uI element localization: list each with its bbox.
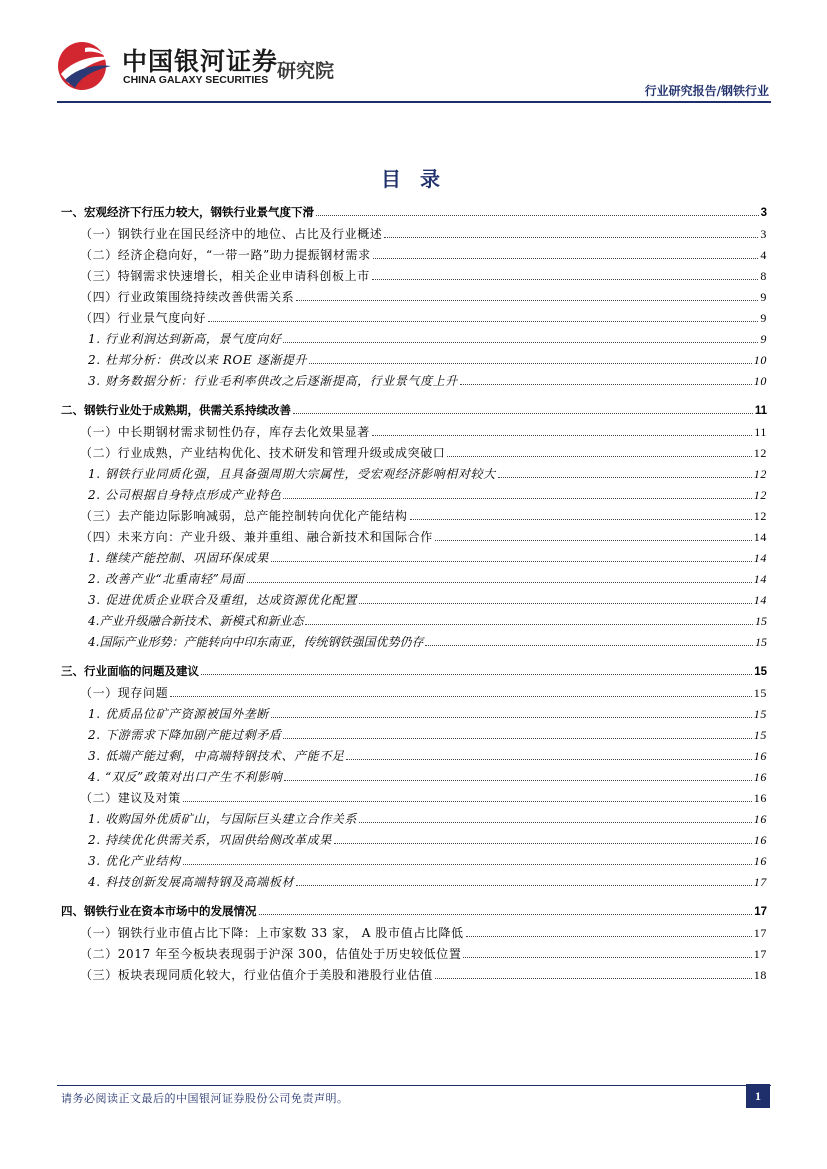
toc-entry-page: 8 xyxy=(760,269,767,283)
toc-entry-page: 14 xyxy=(753,593,767,607)
toc-entry-page: 15 xyxy=(755,614,767,628)
toc-entry-title: （二）2017 年至今板块表现弱于沪深 300，估值处于历史较低位置 xyxy=(80,947,462,961)
toc-leader-dots xyxy=(284,780,751,781)
toc-entry-page: 16 xyxy=(753,749,767,763)
toc-entry-title: 4.产业升级融合新技术、新模式和新业态 xyxy=(88,614,304,628)
toc-leader-dots xyxy=(316,215,759,216)
toc-entry[interactable] xyxy=(61,204,767,225)
toc-entry-title: 4. “双反”政策对出口产生不利影响 xyxy=(88,770,283,784)
toc-entry-page: 17 xyxy=(753,926,767,940)
toc-entry-title: （四）未来方向：产业升级、兼并重组、融合新技术和国际合作 xyxy=(80,530,433,544)
toc-leader-dots xyxy=(305,624,753,625)
toc-leader-dots xyxy=(183,801,752,802)
toc-entry-page: 17 xyxy=(753,947,767,961)
toc-entry[interactable] xyxy=(61,372,767,393)
toc-entry[interactable] xyxy=(61,570,767,591)
toc-entry[interactable] xyxy=(61,330,767,351)
page-header xyxy=(0,0,827,106)
toc-entry-title: 四、钢铁行业在资本市场中的发展情况 xyxy=(61,904,257,918)
toc-entry-title: （一）钢铁行业市值占比下降：上市家数 33 家， A 股市值占比降低 xyxy=(80,926,464,940)
toc-entry-title: （四）行业景气度向好 xyxy=(80,311,207,325)
toc-entry-title: （一）中长期钢材需求韧性仍存，库存去化效果显著 xyxy=(80,425,370,439)
toc-entry-page: 15 xyxy=(755,635,767,649)
toc-entry-title: 2. 下游需求下降加剧产能过剩矛盾 xyxy=(88,728,282,742)
toc-entry-page: 4 xyxy=(760,248,767,262)
toc-leader-dots xyxy=(183,864,752,865)
toc-entry-page: 12 xyxy=(753,467,767,481)
toc-leader-dots xyxy=(466,936,752,937)
toc-entry[interactable] xyxy=(61,309,767,330)
header-divider xyxy=(57,101,771,103)
toc-leader-dots xyxy=(201,674,752,675)
toc-section-gap xyxy=(61,894,767,903)
toc-entry-page: 9 xyxy=(760,290,767,304)
toc-leader-dots xyxy=(170,696,752,697)
toc-entry[interactable] xyxy=(61,612,767,633)
toc-entry-title: （二）经济企稳向好，“一带一路”助力提振钢材需求 xyxy=(80,248,371,262)
page-number: 1 xyxy=(746,1084,770,1108)
toc-leader-dots xyxy=(384,237,758,238)
toc-leader-dots xyxy=(271,561,752,562)
toc-entry-title: （一）现存问题 xyxy=(80,686,169,700)
toc-entry[interactable] xyxy=(61,246,767,267)
toc-entry[interactable] xyxy=(61,663,767,684)
toc-entry[interactable] xyxy=(61,225,767,246)
toc-entry-page: 12 xyxy=(753,509,767,523)
toc-entry-title: 1. 行业利润达到新高，景气度向好 xyxy=(88,332,282,346)
toc-entry-page: 16 xyxy=(753,833,767,847)
toc-leader-dots xyxy=(460,384,752,385)
toc-leader-dots xyxy=(271,717,752,718)
toc-entry-title: （三）去产能边际影响减弱，总产能控制转向优化产能结构 xyxy=(80,509,408,523)
toc-entry-title: 3. 促进优质企业联合及重组，达成资源优化配置 xyxy=(88,593,358,607)
table-of-contents xyxy=(61,204,767,987)
toc-entry-page: 16 xyxy=(753,791,767,805)
toc-entry-page: 3 xyxy=(760,207,767,219)
toc-entry-page: 14 xyxy=(753,572,767,586)
toc-entry-title: 4.国际产业形势：产能转向中印东南亚，传统钢铁强国优势仍存 xyxy=(88,635,424,649)
toc-entry[interactable] xyxy=(61,684,767,705)
toc-entry-title: （二）行业成熟，产业结构优化、技术研发和管理升级或成突破口 xyxy=(80,446,446,460)
toc-entry[interactable] xyxy=(61,633,767,654)
toc-entry-title: 1. 收购国外优质矿山，与国际巨头建立合作关系 xyxy=(88,812,358,826)
toc-entry[interactable] xyxy=(61,747,767,768)
toc-entry-page: 18 xyxy=(753,968,767,982)
toc-entry[interactable] xyxy=(61,528,767,549)
toc-entry-title: （四）行业政策围绕持续改善供需关系 xyxy=(80,290,295,304)
toc-leader-dots xyxy=(259,914,753,915)
toc-leader-dots xyxy=(463,957,751,958)
toc-entry-page: 15 xyxy=(753,686,767,700)
toc-entry-page: 9 xyxy=(760,332,767,346)
toc-entry-title: 1. 继续产能控制、巩固环保成果 xyxy=(88,551,269,565)
report-type: 行业研究报告/钢铁行业 xyxy=(644,84,769,98)
toc-entry[interactable] xyxy=(61,768,767,789)
toc-entry[interactable] xyxy=(61,852,767,873)
footer-disclaimer: 请务必阅读正文最后的中国银河证券股份公司免责声明。 xyxy=(61,1092,349,1105)
toc-entry[interactable] xyxy=(61,726,767,747)
toc-entry[interactable] xyxy=(61,924,767,945)
toc-entry[interactable] xyxy=(61,831,767,852)
toc-entry[interactable] xyxy=(61,486,767,507)
toc-entry[interactable] xyxy=(61,591,767,612)
toc-entry[interactable] xyxy=(61,288,767,309)
toc-entry-page: 10 xyxy=(753,374,767,388)
toc-leader-dots xyxy=(435,978,752,979)
toc-entry-page: 15 xyxy=(754,666,767,678)
toc-entry-title: （一）钢铁行业在国民经济中的地位、占比及行业概述 xyxy=(80,227,383,241)
toc-entry-title: 3. 低端产能过剩，中高端特钢技术、产能不足 xyxy=(88,749,345,763)
toc-leader-dots xyxy=(283,738,751,739)
toc-entry-page: 16 xyxy=(753,854,767,868)
toc-entry-page: 14 xyxy=(753,530,767,544)
toc-entry[interactable] xyxy=(61,351,767,372)
toc-entry-page: 15 xyxy=(753,707,767,721)
toc-entry-title: 2. 持续优化供需关系，巩固供给侧改革成果 xyxy=(88,833,332,847)
toc-entry[interactable] xyxy=(61,789,767,810)
toc-leader-dots xyxy=(373,258,759,259)
toc-entry-title: 一、宏观经济下行压力较大，钢铁行业景气度下滑 xyxy=(61,205,314,219)
toc-entry-page: 11 xyxy=(754,405,767,417)
toc-leader-dots xyxy=(498,477,752,478)
toc-section-gap xyxy=(61,654,767,663)
toc-entry[interactable] xyxy=(61,705,767,726)
toc-leader-dots xyxy=(372,279,759,280)
toc-entry-page: 10 xyxy=(753,353,767,367)
toc-leader-dots xyxy=(309,363,752,364)
toc-section-gap xyxy=(61,393,767,402)
toc-entry-page: 16 xyxy=(753,770,767,784)
toc-entry-page: 16 xyxy=(753,812,767,826)
toc-leader-dots xyxy=(447,456,751,457)
toc-leader-dots xyxy=(334,843,752,844)
toc-entry[interactable] xyxy=(61,402,767,423)
toc-entry-title: 1. 钢铁行业同质化强，且具备强周期大宗属性，受宏观经济影响相对较大 xyxy=(88,467,496,481)
toc-entry-page: 17 xyxy=(754,906,767,918)
toc-entry-title: 3. 优化产业结构 xyxy=(88,854,181,868)
toc-leader-dots xyxy=(372,435,752,436)
toc-leader-dots xyxy=(293,413,753,414)
toc-leader-dots xyxy=(359,822,752,823)
brand-name-en: CHINA GALAXY SECURITIES xyxy=(123,74,269,86)
toc-leader-dots xyxy=(410,519,752,520)
toc-entry-page: 17 xyxy=(753,875,767,889)
toc-entry[interactable] xyxy=(61,549,767,570)
toc-entry-page: 15 xyxy=(753,728,767,742)
toc-leader-dots xyxy=(296,885,752,886)
toc-entry[interactable] xyxy=(61,810,767,831)
toc-entry[interactable] xyxy=(61,465,767,486)
toc-entry-title: 3. 财务数据分析：行业毛利率供改之后逐渐提高，行业景气度上升 xyxy=(88,374,458,388)
toc-entry[interactable] xyxy=(61,873,767,894)
toc-leader-dots xyxy=(283,498,751,499)
toc-entry-title: 2. 改善产业“北重南轻”局面 xyxy=(88,572,245,586)
toc-title: 目 录 xyxy=(381,167,446,191)
toc-leader-dots xyxy=(435,540,752,541)
toc-entry-title: （二）建议及对策 xyxy=(80,791,181,805)
toc-entry-page: 12 xyxy=(753,446,767,460)
toc-entry[interactable] xyxy=(61,444,767,465)
toc-entry-title: 4. 科技创新发展高端特钢及高端板材 xyxy=(88,875,295,889)
toc-entry-title: 二、钢铁行业处于成熟期，供需关系持续改善 xyxy=(61,403,291,417)
toc-entry[interactable] xyxy=(61,423,767,444)
footer-divider xyxy=(57,1085,771,1086)
galaxy-logo-icon xyxy=(55,40,115,92)
toc-entry-page: 11 xyxy=(754,425,767,439)
toc-entry-page: 12 xyxy=(753,488,767,502)
toc-entry-page: 3 xyxy=(760,227,767,241)
toc-leader-dots xyxy=(346,759,751,760)
toc-entry[interactable] xyxy=(61,267,767,288)
toc-leader-dots xyxy=(296,300,758,301)
toc-entry-title: （三）特钢需求快速增长，相关企业申请科创板上市 xyxy=(80,269,370,283)
brand-name-cn: 中国银河证券 xyxy=(122,47,279,76)
toc-entry-title: 1. 优质品位矿产资源被国外垄断 xyxy=(88,707,269,721)
toc-entry[interactable] xyxy=(61,966,767,987)
toc-entry-page: 9 xyxy=(760,311,767,325)
toc-leader-dots xyxy=(359,603,752,604)
toc-entry[interactable] xyxy=(61,945,767,966)
toc-entry-title: 三、行业面临的问题及建议 xyxy=(61,664,199,678)
toc-leader-dots xyxy=(283,342,758,343)
toc-leader-dots xyxy=(425,645,753,646)
toc-entry-title: 2. 公司根据自身特点形成产业特色 xyxy=(88,488,282,502)
toc-entry-title: 2. 杜邦分析：供改以来 ROE 逐渐提升 xyxy=(88,353,308,367)
toc-entry[interactable] xyxy=(61,507,767,528)
toc-entry[interactable] xyxy=(61,903,767,924)
toc-entry-page: 14 xyxy=(753,551,767,565)
institute-label: 研究院 xyxy=(277,60,335,82)
toc-entry-title: （三）板块表现同质化较大，行业估值介于美股和港股行业估值 xyxy=(80,968,433,982)
toc-leader-dots xyxy=(208,321,758,322)
toc-leader-dots xyxy=(247,582,752,583)
